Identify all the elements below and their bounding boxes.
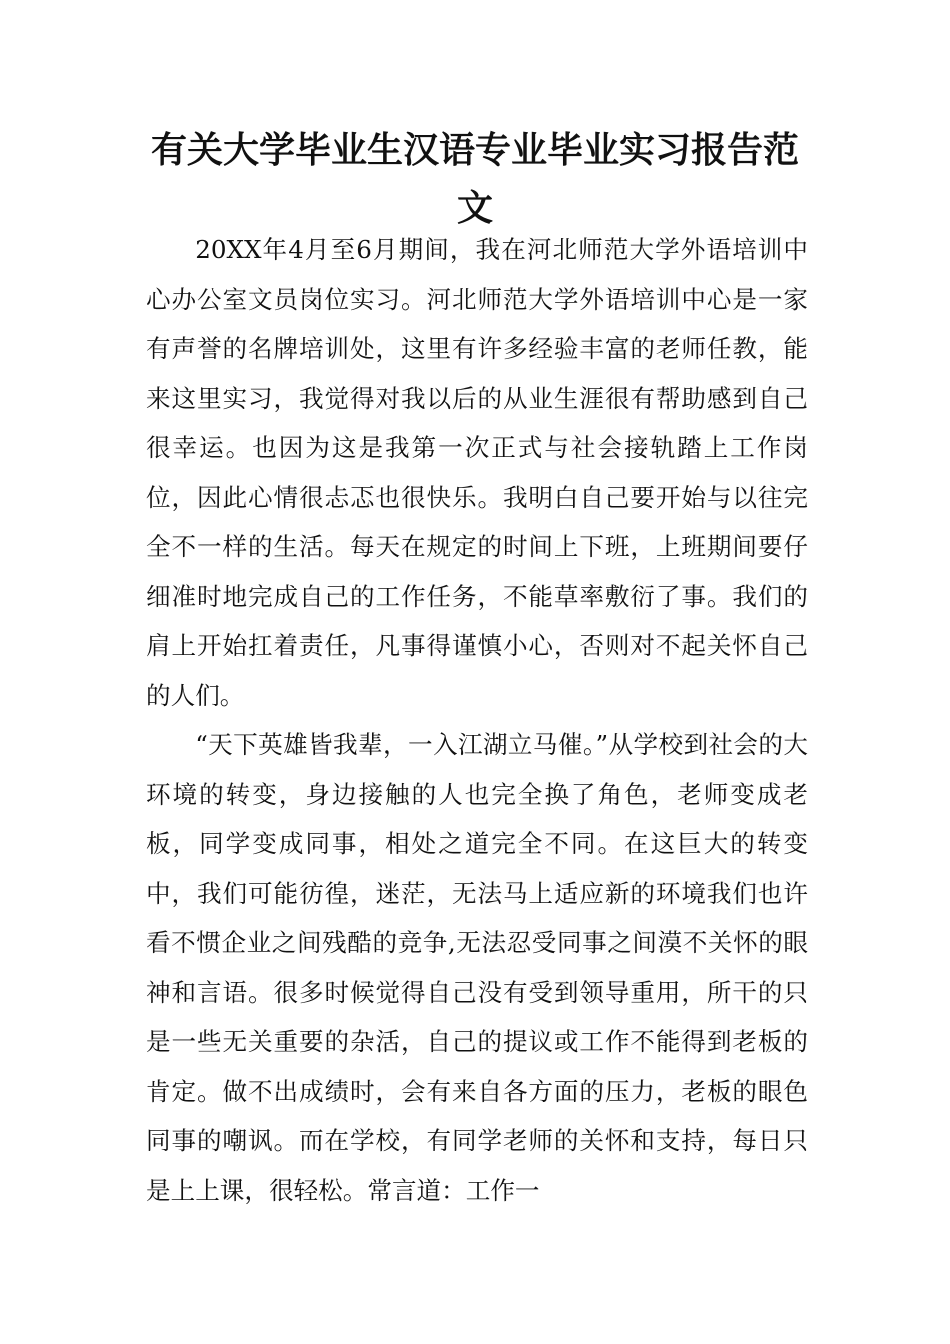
document-title: 有关大学毕业生汉语专业毕业实习报告范文 — [150, 130, 799, 229]
paragraph-internship-intro: 20XX年4月至6月期间，我在河北师范大学外语培训中心办公室文员岗位实习。河北师范大学外语培训中心是一家有声誉的名牌培训处，这里有许多经验丰富的老师任教，能来这里实习，我觉得对我以后的从业生涯很有帮助感到自己很幸运。也因为这是我第一次正式与社会接轨踏上工作岗位，因此心情很忐忑也很快乐。我明白自己要开始与以往完全不一样的生活。每天在规定的时间上下班，上班期间要仔细准时地完成自己的工作任务，不能草率敷衍了事。我们的肩上开始扛着责任，凡事得谨慎小心，否则对不起关怀自己的人们。 — [146, 235, 808, 710]
document-body — [146, 225, 808, 1215]
paragraph-environment-change: “天下英雄皆我辈，一入江湖立马催。”从学校到社会的大环境的转变，身边接触的人也完全换了角色，老师变成老板，同学变成同事，相处之道完全不同。在这巨大的转变中，我们可能彷徨，迷茫，无法马上适应新的环境我们也许看不惯企业之间残酷的竞争,无法忍受同事之间漠不关怀的眼神和言语。很多时候觉得自己没有受到领导重用，所干的只是一些无关重要的杂活，自己的提议或工作不能得到老板的肯定。做不出成绩时，会有来自各方面的压力，老板的眼色同事的嘲讽。而在学校，有同学老师的关怀和支持，每日只是上上课，很轻松。常言道：工作一 — [146, 730, 808, 1205]
